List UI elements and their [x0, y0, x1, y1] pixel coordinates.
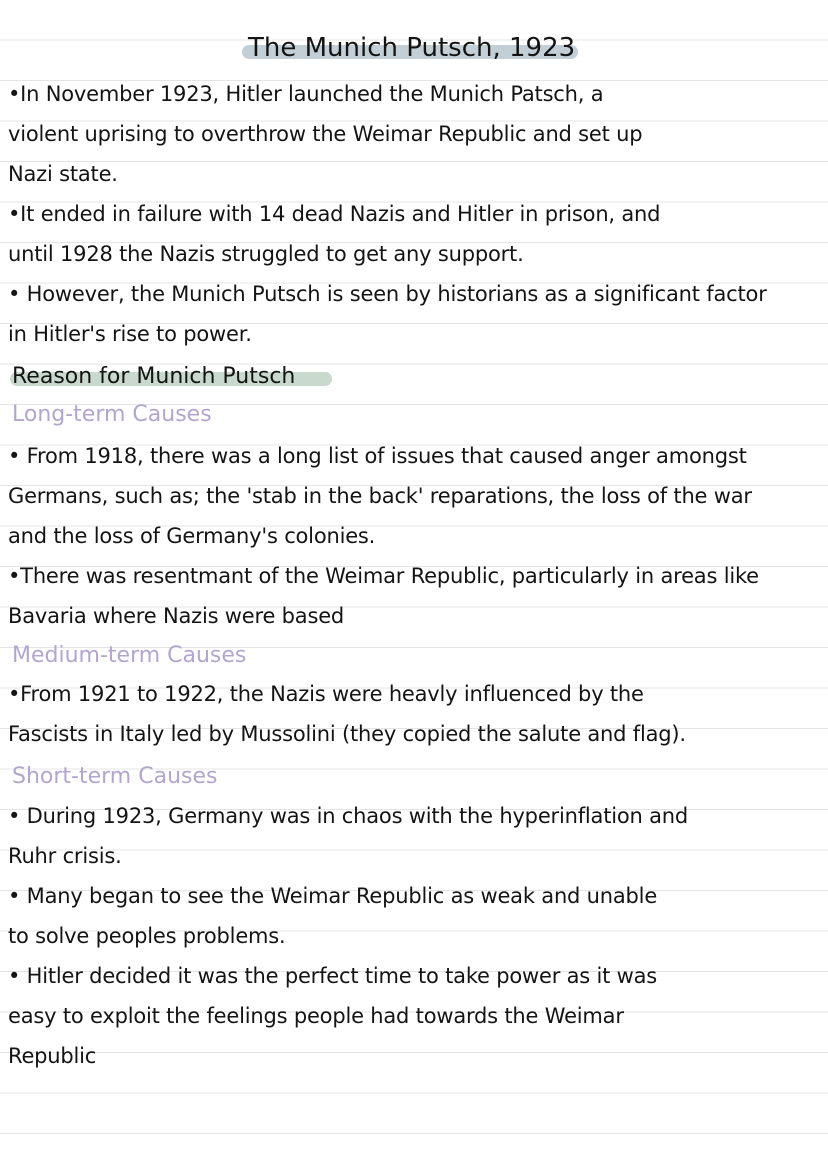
short-term-line: to solve peoples problems.: [8, 924, 286, 948]
short-term-line: • Hitler decided it was the perfect time to take power as it was: [8, 964, 658, 988]
short-term-line: • During 1923, Germany was in chaos with the hyperinflation and: [8, 804, 689, 828]
long-term-line: •There was resentmant of the Weimar Republic, particularly in areas like: [8, 564, 759, 588]
medium-term-heading: Medium-term Causes: [12, 643, 247, 668]
medium-term-line: •From 1921 to 1922, the Nazis were heavly influenced by the: [8, 682, 644, 706]
section-heading: Reason for Munich Putsch: [12, 364, 296, 389]
intro-line: • However, the Munich Putsch is seen by historians as a significant factor: [8, 282, 767, 306]
page-title: The Munich Putsch, 1923: [248, 33, 576, 63]
long-term-line: Germans, such as; the 'stab in the back' reparations, the loss of the war: [8, 484, 752, 508]
intro-line: until 1928 the Nazis struggled to get any support.: [8, 242, 524, 266]
intro-line: •It ended in failure with 14 dead Nazis and Hitler in prison, and: [8, 202, 661, 226]
long-term-heading: Long-term Causes: [12, 402, 212, 427]
intro-line: •In November 1923, Hitler launched the Munich Patsch, a: [8, 82, 604, 106]
short-term-line: Republic: [8, 1044, 97, 1068]
intro-line: violent uprising to overthrow the Weimar Republic and set up: [8, 122, 643, 146]
short-term-heading: Short-term Causes: [12, 764, 218, 789]
long-term-line: and the loss of Germany's colonies.: [8, 524, 376, 548]
long-term-line: • From 1918, there was a long list of issues that caused anger amongst: [8, 444, 747, 468]
intro-line: in Hitler's rise to power.: [8, 322, 252, 346]
short-term-line: Ruhr crisis.: [8, 844, 122, 868]
intro-line: Nazi state.: [8, 162, 118, 186]
short-term-line: • Many began to see the Weimar Republic as weak and unable: [8, 884, 658, 908]
short-term-line: easy to exploit the feelings people had towards the Weimar: [8, 1004, 624, 1028]
long-term-line: Bavaria where Nazis were based: [8, 604, 345, 628]
medium-term-line: Fascists in Italy led by Mussolini (they copied the salute and flag).: [8, 722, 686, 746]
